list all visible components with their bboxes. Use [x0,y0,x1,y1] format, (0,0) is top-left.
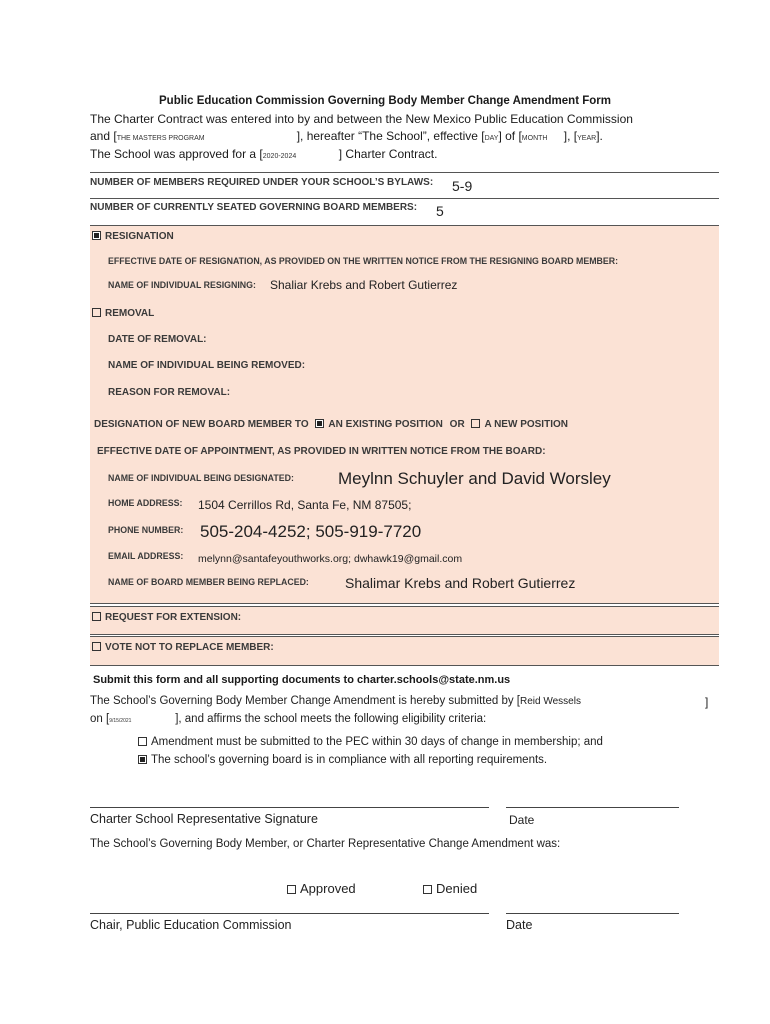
replaced-member-label: NAME OF BOARD MEMBER BEING REPLACED: [108,577,309,587]
criteria-item-2[interactable] [138,754,547,766]
divider [90,198,719,199]
phone-number-label: PHONE NUMBER: [108,525,184,535]
email-address-field[interactable]: melynn@santafeyouthworks.org; dwhawk19@gmail.com [198,553,463,565]
new-position-checkbox[interactable] [471,419,480,428]
denied-label: Denied [436,881,478,896]
criteria-1-text: Amendment must be submitted to the PEC within 30 days of change in membership; and [151,736,603,748]
vote-option[interactable] [92,642,274,653]
chair-date-label: Date [506,918,533,932]
removal-checkbox[interactable] [92,308,101,317]
new-position-option[interactable] [471,419,568,430]
existing-position-option[interactable] [315,419,442,430]
intro-line-2 [90,129,603,143]
school-name-field[interactable]: THE MASTERS PROGRAM [116,135,205,142]
intro-end-bracket: ]. [596,129,603,143]
on-prefix: on [ [90,713,110,725]
criteria-2-checkbox[interactable] [138,755,147,764]
resignation-checkbox[interactable] [92,231,101,240]
new-position-label: A NEW POSITION [484,419,568,430]
approved-suffix: ] Charter Contract. [338,147,438,161]
criteria-item-1[interactable] [138,736,603,748]
chair-signature-line[interactable] [90,913,489,914]
email-address-label: EMAIL ADDRESS: [108,551,184,561]
chair-date-line[interactable] [506,913,679,914]
removal-date-label: DATE OF REMOVAL: [108,334,207,345]
month-field[interactable]: MONTH [521,135,548,142]
removed-name-label: NAME OF INDIVIDUAL BEING REMOVED: [108,360,306,371]
resignation-label: RESIGNATION [105,231,174,242]
members-required-label: NUMBER OF MEMBERS REQUIRED UNDER YOUR SCHOOL’S BYLAWS: [90,177,434,188]
removal-option[interactable] [92,308,154,319]
phone-number-field[interactable]: 505-204-4252; 505-919-7720 [200,522,422,541]
extension-checkbox[interactable] [92,612,101,621]
denied-checkbox[interactable] [423,885,432,894]
term-field[interactable]: 2020-2024 [262,153,297,160]
intro-line-1: The Charter Contract was entered into by and between the New Mexico Public Education Commission [90,112,633,126]
rep-date-label: Date [509,813,535,827]
designation-label: DESIGNATION OF NEW BOARD MEMBER TO [94,419,309,430]
submit-line-2 [90,713,486,725]
intro-hereafter: ], hereafter “The School”, effective [ [296,129,485,143]
designation-row [94,419,568,430]
existing-position-label: AN EXISTING POSITION [328,419,443,430]
resigning-name-field[interactable]: Shaliar Krebs and Robert Gutierrez [270,278,458,292]
criteria-2-text: The school’s governing board is in compliance with all reporting requirements. [151,754,548,766]
replaced-member-field[interactable]: Shalimar Krebs and Robert Gutierrez [345,575,576,591]
submit-instruction: Submit this form and all supporting documents to charter.schools@state.nm.us [93,674,511,686]
vote-checkbox[interactable] [92,642,101,651]
removal-reason-label: REASON FOR REMOVAL: [108,387,231,398]
submitter-close-bracket: ] [705,695,709,709]
designation-or: OR [449,419,465,430]
intro-line-3 [90,147,437,161]
designated-name-field[interactable]: Meylnn Schuyler and David Worsley [338,469,611,488]
submit-line-2-suffix: ], and affirms the school meets the following eligibility criteria: [175,713,487,725]
divider [90,172,719,173]
approved-option[interactable] [287,881,356,896]
signature-line[interactable] [90,807,489,808]
home-address-label: HOME ADDRESS: [108,498,183,508]
resignation-option[interactable] [92,231,174,242]
extension-option[interactable] [92,612,241,623]
submit-date-field[interactable]: 9/15/2021 [109,718,132,724]
date-line[interactable] [506,807,679,808]
members-seated-field[interactable]: 5 [436,203,444,219]
resigning-name-label: NAME OF INDIVIDUAL RESIGNING: [108,280,256,290]
chair-label: Chair, Public Education Commission [90,918,292,932]
year-field[interactable]: YEAR [577,135,597,142]
day-field[interactable]: DAY [484,135,499,142]
denied-option[interactable] [423,881,477,896]
rep-signature-label: Charter School Representative Signature [90,812,318,826]
approved-checkbox[interactable] [287,885,296,894]
submitter-field[interactable]: Reid Wessels [520,696,581,707]
submit-prefix: The School’s Governing Body Member Change Amendment is hereby submitted by [ [90,695,520,707]
intro-comma: ], [ [563,129,578,143]
intro-and-prefix: and [ [90,129,117,143]
removal-label: REMOVAL [105,308,155,319]
members-seated-label: NUMBER OF CURRENTLY SEATED GOVERNING BOARD MEMBERS: [90,202,418,213]
approved-prefix: The School was approved for a [ [90,147,263,161]
approved-label: Approved [300,881,356,896]
appointment-effective-date-label: EFFECTIVE DATE OF APPOINTMENT, AS PROVIDED IN WRITTEN NOTICE FROM THE BOARD: [97,446,546,457]
resignation-effective-date-label: EFFECTIVE DATE OF RESIGNATION, AS PROVIDED ON THE WRITTEN NOTICE FROM THE RESIGNING BOARD MEMBER: [108,256,619,266]
form-title: Public Education Commission Governing Body Member Change Amendment Form [159,95,611,107]
home-address-field[interactable]: 1504 Cerrillos Rd, Santa Fe, NM 87505; [198,498,412,512]
vote-label: VOTE NOT TO REPLACE MEMBER: [105,642,274,653]
designated-name-label: NAME OF INDIVIDUAL BEING DESIGNATED: [108,473,294,483]
existing-position-checkbox[interactable] [315,419,324,428]
intro-of: ] of [ [498,129,522,143]
submit-line-1 [90,695,581,707]
members-required-field[interactable]: 5-9 [452,178,473,194]
outcome-text: The School’s Governing Body Member, or Charter Representative Change Amendment was: [90,838,561,850]
extension-label: REQUEST FOR EXTENSION: [105,612,242,623]
criteria-1-checkbox[interactable] [138,737,147,746]
